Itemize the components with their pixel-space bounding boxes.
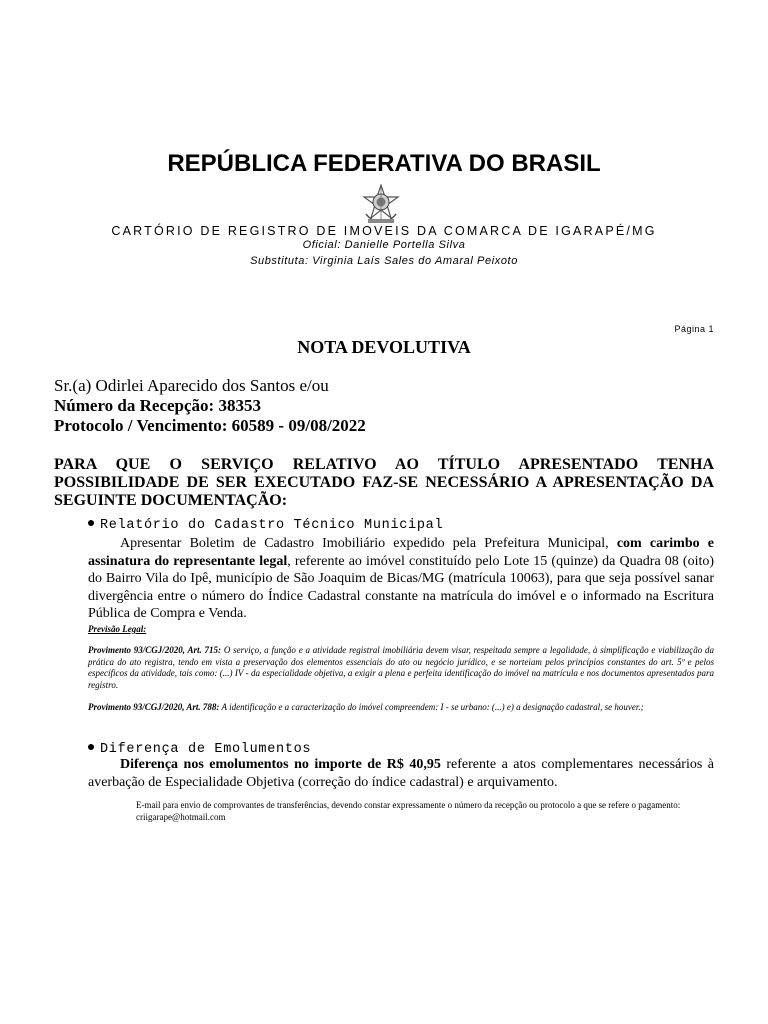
fee-text-end: referente a atos complementares necessários à averbação de Especialidade Objetiva (correção do índice cadastral) e arquivamento.	[88, 757, 714, 790]
requirement-title-text: Relatório do Cadastro Técnico Municipal	[100, 518, 444, 533]
bullet-icon	[88, 744, 94, 750]
fee-description	[88, 756, 714, 791]
provision-text: O serviço, a função e a atividade registral imobiliária devem visar, respeitada sempre a legalidade, à simplificação e viabilização da prática do ato registra, tendo em vista a preservação dos elementos essenciais do ato ou negócio jurídico, e se norteiam pelos princípios constantes do art. 5º e pelos específicos da atividade, tais como: (...) IV - da especialidade objetiva, a exigir a plena e perfeita identificação do imóvel na matrícula e nos documentos apresentados para registro.	[88, 645, 714, 690]
requirement-item-title	[88, 742, 311, 757]
bullet-icon	[88, 520, 94, 526]
requirements-heading: PARA QUE O SERVIÇO RELATIVO AO TÍTULO APRESENTADO TENHA POSSIBILIDADE DE SER EXECUTADO FAZ-SE NECESSÁRIO A APRESENTAÇÃO DA SEGUINTE DOCUMENTAÇÃO:	[54, 456, 714, 509]
addressee: Sr.(a) Odirlei Aparecido dos Santos e/ou	[54, 376, 329, 395]
legal-basis-label: Previsão Legal:	[88, 624, 147, 634]
fee-amount-text: Diferença nos emolumentos no importe de R$ 40,95	[120, 757, 441, 772]
legal-provision	[88, 702, 714, 714]
protocol-due-date: Protocolo / Vencimento: 60589 - 09/08/2022	[54, 416, 366, 435]
cartorio-name: CARTÓRIO DE REGISTRO DE IMOVEIS DA COMARCA DE IGARAPÉ/MG	[111, 224, 657, 238]
reception-number: Número da Recepção: 38353	[54, 396, 261, 415]
requirement-text-end: , referente ao imóvel constituído pelo Lote 15 (quinze) da Quadra 08 (oito) do Bairro Vila do Ipê, município de São Joaquim de Bicas/MG (matrícula 10063), para que seja possível sanar divergência entre o número do Índice Cadastral constante na matrícula do imóvel e o informado na Escritura Pública de Compra e Venda.	[88, 553, 715, 621]
provision-text: A identificação e a caracterização do imóvel compreendem: I - se urbano: (...) e) a designação cadastral, se houver.;	[219, 702, 644, 712]
provision-reference: Provimento 93/CGJ/2020, Art. 788:	[88, 702, 220, 712]
requirement-text-start: Apresentar Boletim de Cadastro Imobiliário expedido pela Prefeitura Municipal,	[120, 536, 617, 551]
legal-provision	[88, 645, 714, 691]
requirement-title-text: Diferença de Emolumentos	[100, 742, 312, 757]
substituta-name: Substituta: Virginia Laís Sales do Amaral Peixoto	[250, 255, 518, 267]
page-number: Página 1	[674, 324, 714, 334]
document-header-title: REPÚBLICA FEDERATIVA DO BRASIL	[167, 150, 601, 177]
brazil-coat-of-arms-icon	[358, 184, 404, 224]
document-title: NOTA DEVOLUTIVA	[297, 337, 471, 357]
requirement-item-title	[88, 518, 443, 533]
requirement-text-emphasis: com carimbo e assinatura do representante legal	[88, 536, 714, 569]
requirement-description	[88, 535, 714, 623]
oficial-name: Oficial: Danielle Portella Silva	[302, 239, 466, 251]
provision-reference: Provimento 93/CGJ/2020, Art. 715:	[88, 645, 222, 655]
email-note: E-mail para envio de comprovantes de transferências, devendo constar expressamente o número da recepção ou protocolo a que se refere o pagamento: criigarape@hotmail.com	[136, 800, 681, 822]
